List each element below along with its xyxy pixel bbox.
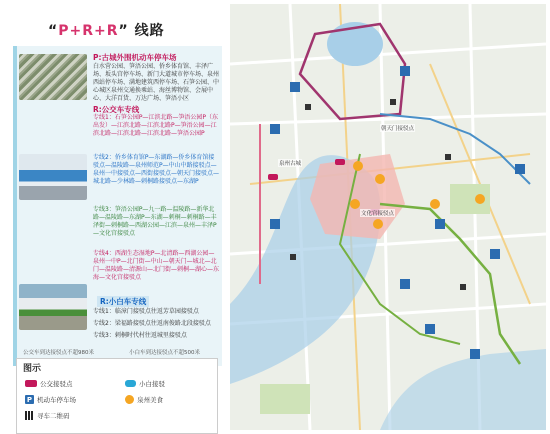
legend-bus-stop-label: 公交接驳点 bbox=[40, 380, 73, 388]
legend-qr bbox=[25, 411, 70, 420]
map-label-old-town: 泉州古城 bbox=[279, 161, 302, 167]
bus-photo bbox=[19, 154, 87, 200]
park-area-south bbox=[260, 384, 310, 414]
map-canvas bbox=[230, 4, 546, 430]
cart-photo bbox=[19, 284, 87, 330]
legend-cart-stop-label: 小白接驳 bbox=[139, 380, 165, 388]
food-icon bbox=[125, 395, 134, 404]
bus-line-2: 专线2：侨乡体育馆P—东湖路—侨乡体育馆接驳点—温陵路—泉州师范P—中山中路接驳点—泉州一中接驳点—西街接驳点—朝天门接驳点—城北路—少林路—刺桐路接驳点—东湖P bbox=[93, 154, 220, 185]
bus-line-4: 专线4：西湖生态湿地P—北清路—西湖公园—泉州一中P—北门街—中山—朝天门—城北—北门—温陵路—清源山—北门街—刺桐—湖心—东海—文化宫接驳点 bbox=[93, 250, 220, 281]
parking-icon: P bbox=[26, 395, 33, 404]
section-bus-heading: R:公交车专线 bbox=[93, 105, 140, 114]
cart-line-3: 专线3：刺桐时代村往返城里接驳点 bbox=[93, 332, 187, 339]
section-parking-heading: P:古城外围机动车停车场 bbox=[93, 53, 177, 62]
legend-cart-stop bbox=[125, 379, 165, 388]
legend-title: 图示 bbox=[23, 364, 42, 374]
legend-food bbox=[125, 395, 163, 404]
section-parking-body: 白水营公园、笋浯公园、侨乡体育馆、丰泽广场、坂头宫停车场、新门大道城市停车场、泉州西站停车场、满地建筑西停车场、石笋公园、中心城区泉州交通换乘站、海丝博物馆、会展中心、大洋百货、万达广场、笋浯小区 bbox=[93, 63, 220, 102]
cart-line-2: 专线2：梁福路接驳点往返南俊路北段接驳点 bbox=[93, 320, 211, 327]
qr-code-icon bbox=[25, 411, 34, 420]
bus-line-1: 专线1：石笋公园P—江滨北路—笋浯公园P（东出发）—江滨北路—江滨北路P—笋浯公园—江滨北路—江滨北路—江滨北路—笋浯公园P bbox=[93, 114, 219, 137]
route-map[interactable] bbox=[230, 4, 546, 430]
bus-line-3: 专线3：笋浯公园P—九一路—温陵路—新华北路—温陵路—东湖P—东湖—刺桐—刺桐路—丰泽街—刺桐路—西湖公园—江滨—泉州—丰泽P—文化宫接驳点 bbox=[93, 206, 217, 237]
cart-icon bbox=[125, 380, 136, 387]
title-suffix: 线路 bbox=[134, 23, 165, 39]
legend-panel bbox=[8, 6, 220, 430]
page-title bbox=[48, 20, 165, 40]
legend-qr-label: 寻车二维码 bbox=[37, 412, 70, 420]
map-label-chaotianmen: 朝天门接驳点 bbox=[381, 126, 415, 132]
legend-bus-stop bbox=[25, 379, 73, 388]
title-quote-open: “ bbox=[48, 23, 59, 39]
map-legend bbox=[16, 358, 218, 434]
bus-spacing-note: 公交车到达接驳点不超980米 bbox=[23, 350, 94, 356]
cart-line-1: 专线1：临漳门接驳点往返芳草园接驳点 bbox=[93, 308, 199, 315]
info-box bbox=[13, 46, 222, 366]
bus-icon bbox=[25, 380, 37, 387]
legend-parking bbox=[25, 395, 76, 404]
section-cart-heading: R:小白车专线 bbox=[97, 296, 149, 307]
legend-parking-label: 机动车停车场 bbox=[37, 396, 76, 404]
title-quote-close: ” bbox=[118, 23, 129, 39]
title-pr: P+R+R bbox=[58, 23, 119, 39]
cart-spacing-note: 小白车到达接驳点不超500米 bbox=[129, 350, 200, 356]
parking-photo bbox=[19, 54, 87, 100]
river-south bbox=[380, 349, 546, 430]
legend-food-label: 泉州美食 bbox=[137, 396, 163, 404]
map-label-culture-palace: 文化宫接驳点 bbox=[361, 211, 395, 217]
